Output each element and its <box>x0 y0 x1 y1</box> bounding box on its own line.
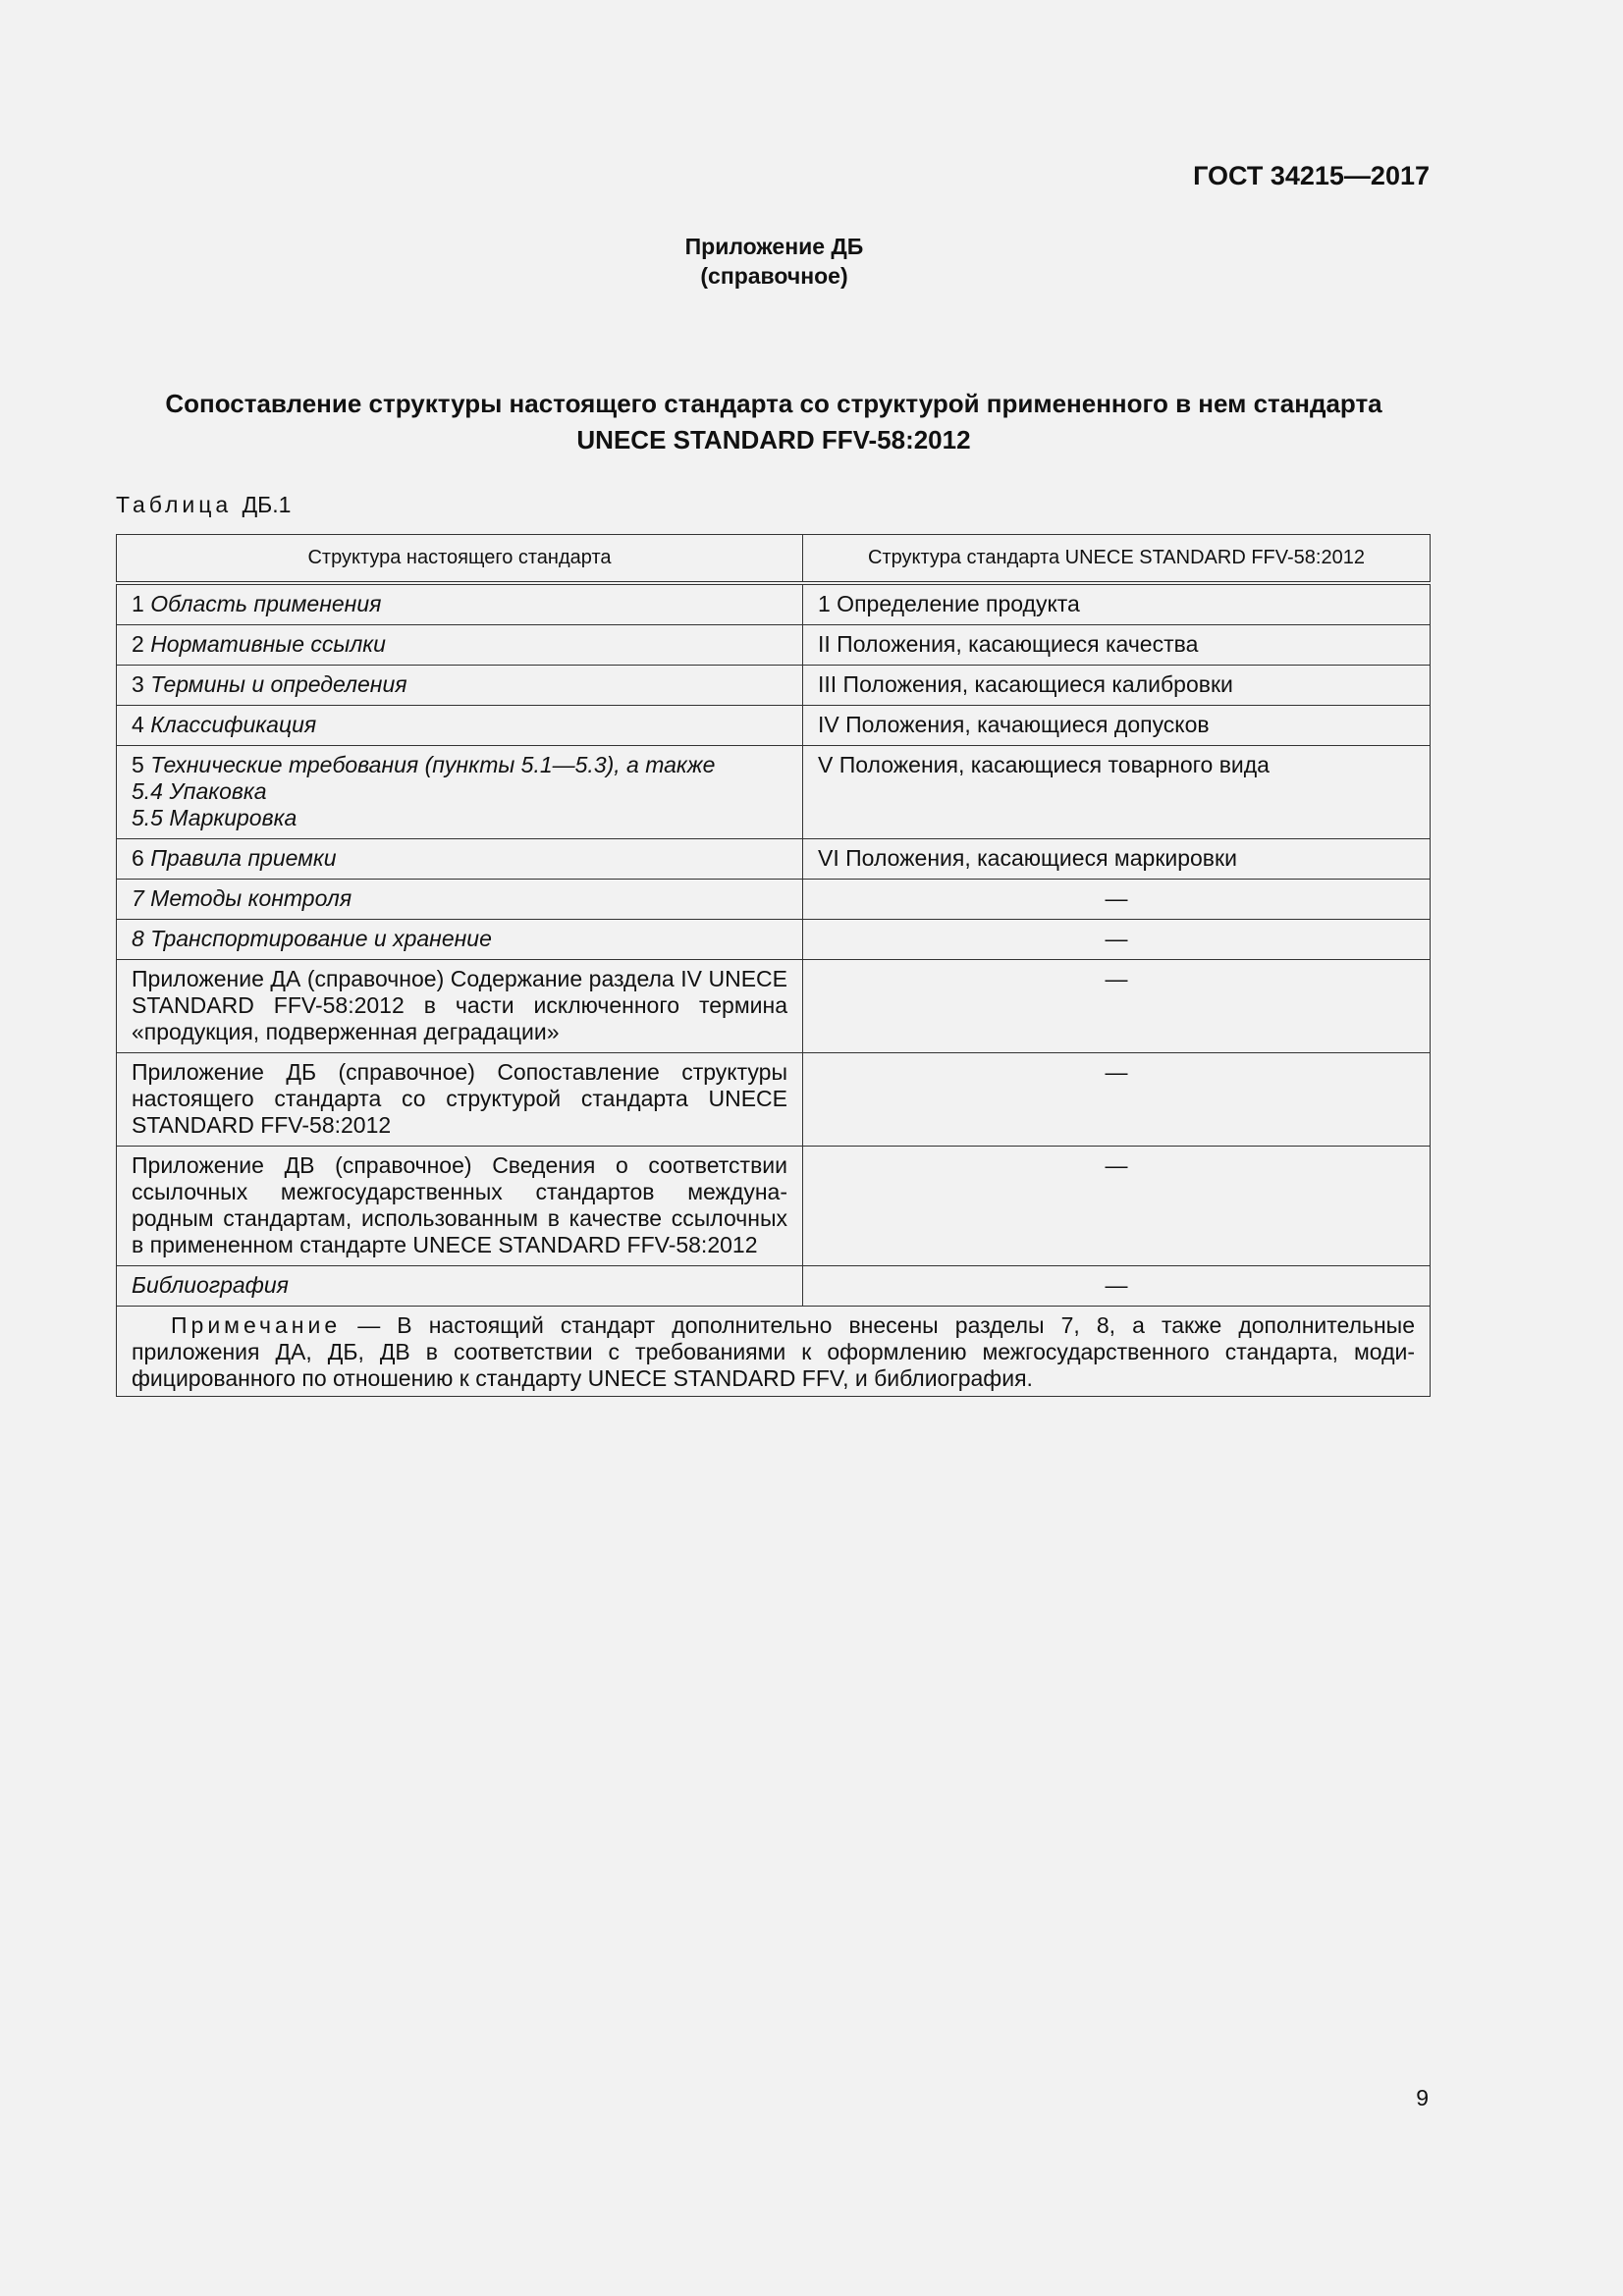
appendix-heading <box>0 232 1548 291</box>
section-title: Термины и определения <box>150 671 407 697</box>
table-caption <box>116 492 291 518</box>
page-title-line-2: UNECE STANDARD FFV-58:2012 <box>576 425 971 454</box>
section-number: 5 <box>132 752 144 777</box>
section-title: Область применения <box>150 591 382 616</box>
page-number: 9 <box>1416 2085 1429 2110</box>
document-code: ГОСТ 34215—2017 <box>1193 161 1430 190</box>
table-note <box>117 1307 1431 1397</box>
table-note-row <box>117 1307 1431 1397</box>
structure-comparison-table <box>116 534 1431 1397</box>
table-cell-right: — <box>803 960 1431 1053</box>
table-cell-right: — <box>803 880 1431 920</box>
table-cell-left: Приложение ДБ (справочное) Сопоставление структуры настоящего стандарта со структурой стандарта UNECE STANDARD FFV-58:2012 <box>117 1053 803 1147</box>
appendix-label: Приложение ДБ <box>684 234 864 259</box>
table-row <box>117 746 1431 839</box>
subsection-title: 5.4 Упаковка <box>132 778 267 804</box>
table-cell-right: IV Положения, качающиеся допусков <box>803 706 1431 746</box>
section-title: Нормативные ссылки <box>150 631 386 657</box>
cell-line <box>132 752 787 778</box>
table-cell-left <box>117 583 803 625</box>
table-header-cell: Структура настоящего стандарта <box>117 535 803 584</box>
table-caption-number: ДБ.1 <box>242 492 292 517</box>
table-cell-right: — <box>803 1147 1431 1266</box>
table-cell-left <box>117 746 803 839</box>
table-cell-left <box>117 706 803 746</box>
table-row <box>117 880 1431 920</box>
section-number: 1 <box>132 591 144 616</box>
table-cell-left: Приложение ДА (справочное) Содержание раздела IV UNECE STANDARD FFV-58:2012 в части исключенного термина «продукция, подверженная деградации» <box>117 960 803 1053</box>
table-cell-left <box>117 839 803 880</box>
table-cell-left: Библиография <box>117 1266 803 1307</box>
appendix-status: (справочное) <box>700 263 848 289</box>
table-row <box>117 666 1431 706</box>
table-row <box>117 1266 1431 1307</box>
section-number: 4 <box>132 712 144 737</box>
table-cell-right: III Положения, касающиеся калибровки <box>803 666 1431 706</box>
section-number: 6 <box>132 845 144 871</box>
table-header-row <box>117 535 1431 584</box>
table-caption-word: Таблица <box>116 492 233 517</box>
table-row <box>117 920 1431 960</box>
table-cell-right: VI Положения, касающиеся маркировки <box>803 839 1431 880</box>
table-cell-right: — <box>803 1053 1431 1147</box>
table-cell-left: 7 Методы контроля <box>117 880 803 920</box>
table-row <box>117 1053 1431 1147</box>
page-title-line-1: Сопоставление структуры настоящего стандарта со структурой примененного в нем стандарта <box>165 389 1382 418</box>
table-row <box>117 839 1431 880</box>
table-cell-right: V Положения, касающиеся товарного вида <box>803 746 1431 839</box>
table-cell-right: — <box>803 920 1431 960</box>
table-row <box>117 960 1431 1053</box>
table-row <box>117 583 1431 625</box>
table-row <box>117 1147 1431 1266</box>
note-label: Примечание <box>171 1312 342 1338</box>
section-title: Классификация <box>150 712 317 737</box>
note-text: — В настоящий стандарт дополнительно внесены разделы 7, 8, а также дополнительные приложения ДА, ДБ, ДВ в соответствии с требованиями к оформлению межгосударственного стандарта, моди-фицированного по отношению к стандарту UNECE STANDARD FFV, и библиография. <box>132 1312 1416 1391</box>
table-cell-right: II Положения, касающиеся качества <box>803 625 1431 666</box>
table-cell-left <box>117 666 803 706</box>
table-row <box>117 625 1431 666</box>
page-title <box>116 386 1432 458</box>
section-title: Правила приемки <box>150 845 337 871</box>
table-cell-right: — <box>803 1266 1431 1307</box>
section-title: Технические требования (пункты 5.1—5.3), а также <box>150 752 716 777</box>
table-header-cell: Структура стандарта UNECE STANDARD FFV-58:2012 <box>803 535 1431 584</box>
table-cell-left: 8 Транспортирование и хранение <box>117 920 803 960</box>
table-cell-right: 1 Определение продукта <box>803 583 1431 625</box>
table-cell-left <box>117 625 803 666</box>
subsection-title: 5.5 Маркировка <box>132 805 298 830</box>
table-cell-left: Приложение ДВ (справочное) Сведения о соответствии ссылочных межгосударственных стандартов междуна-родным стандартам, использованным в качестве ссылочных в примененном стандарте UNECE STANDARD FFV-58:2012 <box>117 1147 803 1266</box>
section-number: 2 <box>132 631 144 657</box>
section-number: 3 <box>132 671 144 697</box>
table-row <box>117 706 1431 746</box>
